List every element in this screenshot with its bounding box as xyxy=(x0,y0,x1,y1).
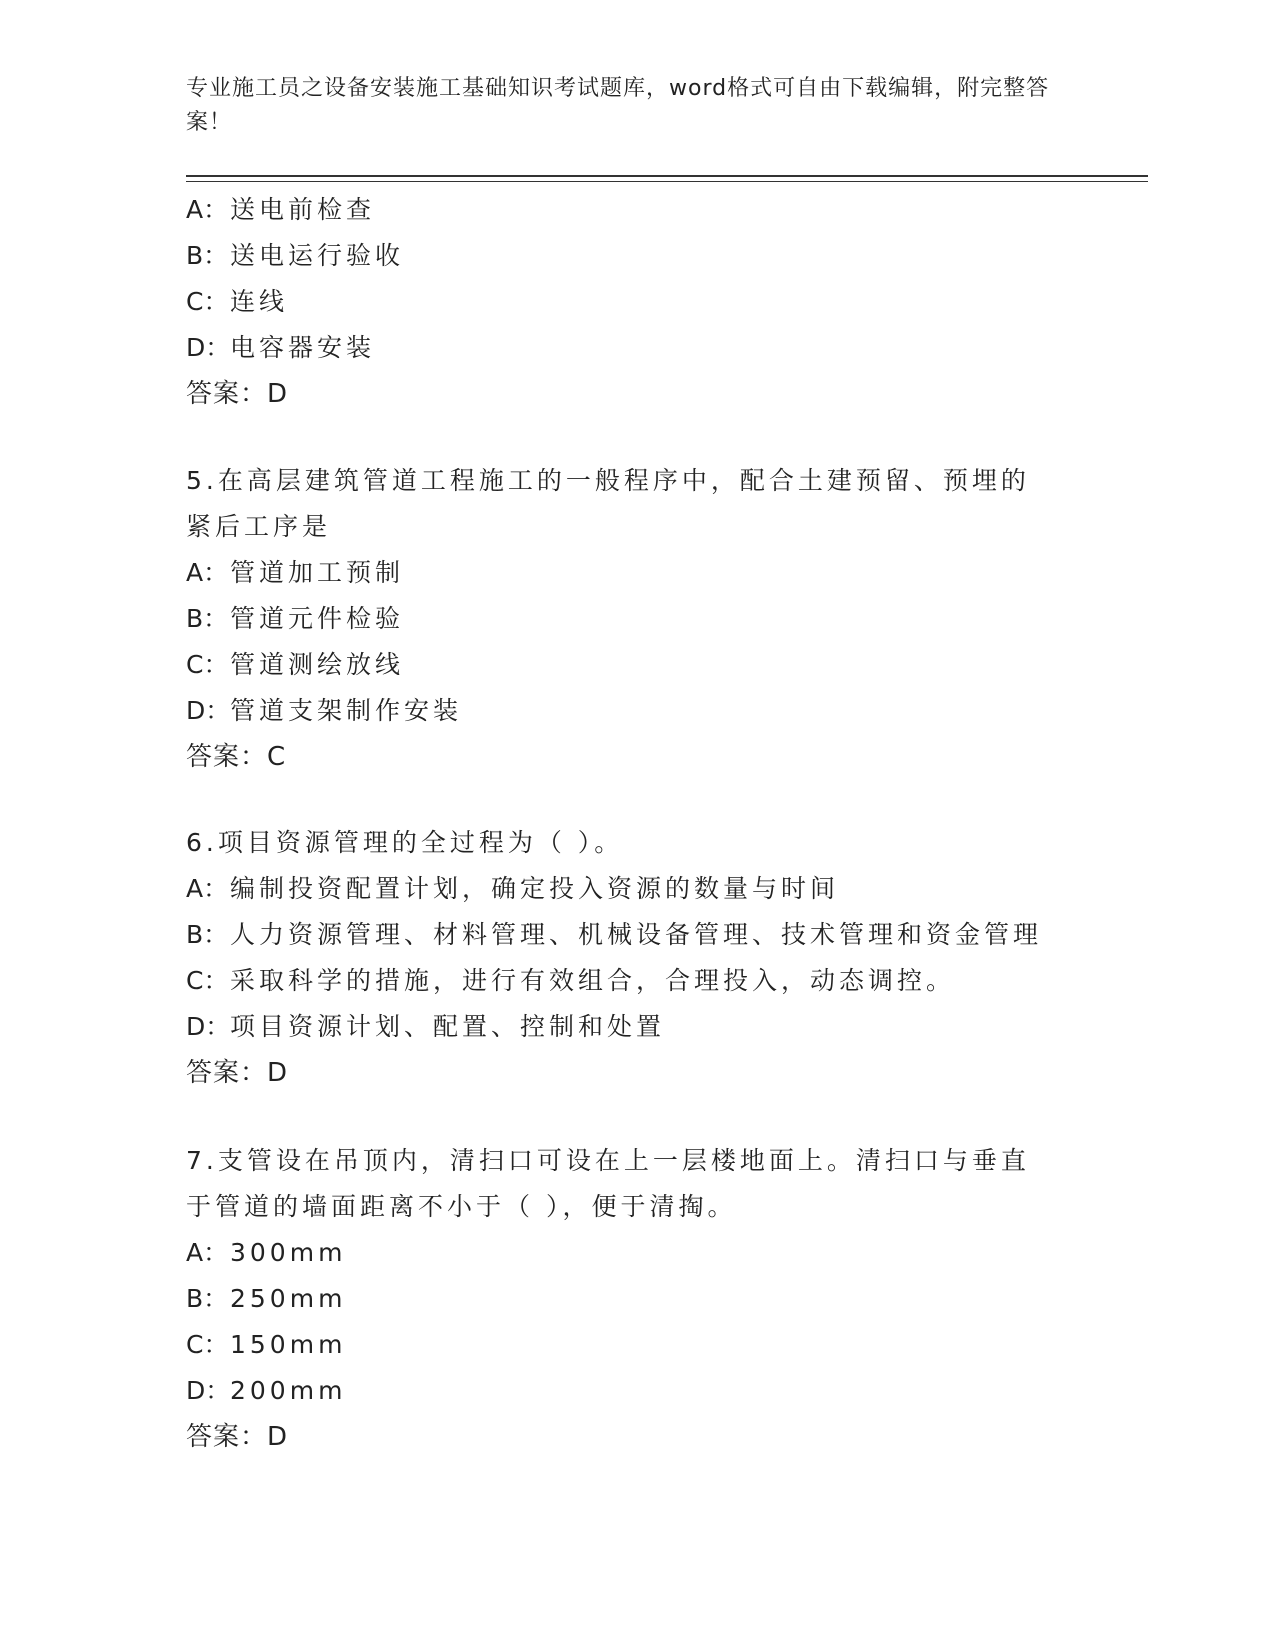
option-letter: A： xyxy=(186,195,229,224)
option-b xyxy=(186,596,1086,642)
option-letter: A： xyxy=(186,1238,229,1267)
option-letter: D： xyxy=(186,696,231,725)
question-5 xyxy=(186,458,1086,780)
option-d xyxy=(186,688,1086,734)
question-4 xyxy=(186,187,1086,417)
option-c xyxy=(186,958,1086,1004)
option-a xyxy=(186,866,1086,912)
option-b xyxy=(186,233,1086,279)
document-header: 专业施工员之设备安装施工基础知识考试题库，word格式可自由下载编辑，附完整答案！ xyxy=(186,76,1050,135)
option-letter: A： xyxy=(186,558,229,587)
option-d xyxy=(186,1368,1086,1414)
option-text: 项目资源计划、配置、控制和处置 xyxy=(230,1012,666,1041)
option-text: 管道加工预制 xyxy=(230,558,405,587)
option-text: 编制投资配置计划，确定投入资源的数量与时间 xyxy=(230,874,840,903)
option-a xyxy=(186,550,1086,596)
option-letter: B： xyxy=(186,604,229,633)
option-c xyxy=(186,642,1086,688)
option-text: 300mm xyxy=(230,1238,347,1267)
option-letter: C： xyxy=(186,966,229,995)
answer: 答案：D xyxy=(186,1058,289,1088)
question-6 xyxy=(186,820,1086,1096)
option-b xyxy=(186,912,1086,958)
option-letter: B： xyxy=(186,1284,229,1313)
option-a xyxy=(186,187,1086,233)
option-text: 送电运行验收 xyxy=(230,241,405,270)
option-letter: D： xyxy=(186,1012,231,1041)
answer: 答案：C xyxy=(186,742,287,772)
option-text: 连线 xyxy=(230,287,289,316)
question-7 xyxy=(186,1138,1086,1460)
header-divider-thin xyxy=(186,181,1148,182)
option-letter: A： xyxy=(186,874,229,903)
option-c xyxy=(186,279,1086,325)
option-letter: D： xyxy=(186,1376,231,1405)
option-a xyxy=(186,1230,1086,1276)
option-text: 250mm xyxy=(230,1284,347,1313)
option-text: 150mm xyxy=(230,1330,347,1359)
option-text: 送电前检查 xyxy=(230,195,376,224)
option-text: 采取科学的措施，进行有效组合，合理投入，动态调控。 xyxy=(230,966,956,995)
header-divider-thick xyxy=(186,175,1148,177)
option-letter: D： xyxy=(186,333,231,362)
option-text: 电容器安装 xyxy=(230,333,376,362)
option-letter: C： xyxy=(186,1330,229,1359)
option-c xyxy=(186,1322,1086,1368)
option-d xyxy=(186,325,1086,371)
option-d xyxy=(186,1004,1086,1050)
option-text: 管道元件检验 xyxy=(230,604,405,633)
option-letter: B： xyxy=(186,920,229,949)
question-stem: 6.项目资源管理的全过程为（ ）。 xyxy=(186,828,624,857)
option-letter: B： xyxy=(186,241,229,270)
option-text: 人力资源管理、材料管理、机械设备管理、技术管理和资金管理 xyxy=(230,920,1043,949)
option-letter: C： xyxy=(186,650,229,679)
question-stem: 5.在高层建筑管道工程施工的一般程序中，配合土建预留、预埋的紧后工序是 xyxy=(186,466,1030,541)
option-text: 200mm xyxy=(230,1376,347,1405)
option-letter: C： xyxy=(186,287,229,316)
option-b xyxy=(186,1276,1086,1322)
answer: 答案：D xyxy=(186,1422,289,1452)
option-text: 管道支架制作安装 xyxy=(230,696,463,725)
option-text: 管道测绘放线 xyxy=(230,650,405,679)
question-stem: 7.支管设在吊顶内，清扫口可设在上一层楼地面上。清扫口与垂直于管道的墙面距离不小于（ ），便于清掏。 xyxy=(186,1146,1030,1221)
answer: 答案：D xyxy=(186,379,289,409)
